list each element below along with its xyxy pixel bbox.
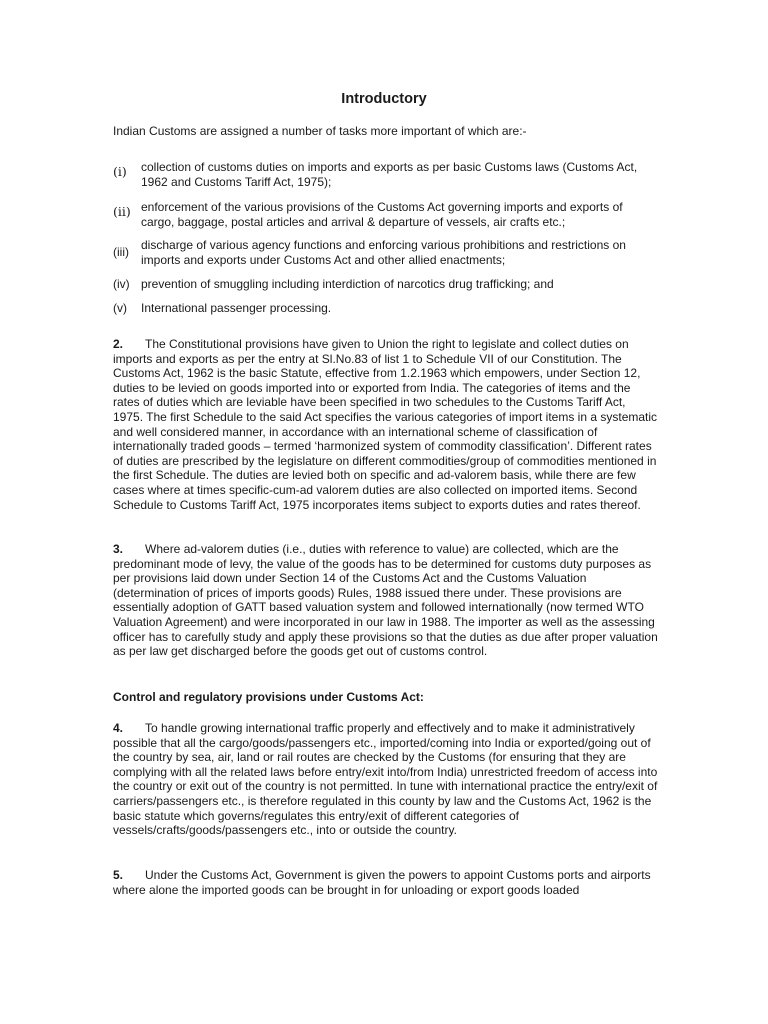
paragraph-number: 4. bbox=[113, 721, 124, 735]
list-marker: (v) bbox=[113, 301, 127, 315]
list-item bbox=[113, 301, 653, 316]
list-item bbox=[113, 277, 653, 292]
list-item-text: collection of customs duties on imports and exports as per basic Customs laws (Customs Act, 1962 and Customs Tariff Act, 1975); bbox=[141, 160, 638, 189]
list-item bbox=[113, 200, 653, 229]
list-item-text: International passenger processing. bbox=[141, 301, 332, 315]
list-item-text: enforcement of the various provisions of the Customs Act governing imports and exports of cargo, baggage, postal articles and arrival & departure of vessels, air crafts etc.; bbox=[141, 200, 623, 229]
list-marker: (iv) bbox=[113, 277, 130, 291]
list-item-text: prevention of smuggling including interdiction of narcotics drug trafficking; and bbox=[141, 277, 554, 291]
list-marker: (i) bbox=[113, 164, 127, 179]
paragraph-2 bbox=[113, 337, 658, 512]
paragraph-text: Where ad-valorem duties (i.e., duties with reference to value) are collected, which are the predominant mode of levy, the value of the goods has to be determined for customs duty purposes as per provisions laid down under Section 14 of the Customs Act and the Customs Valuation (determination of prices of imports goods) Rules, 1988 issued there under. These provisions are essentially adoption of GATT based valuation system and followed internationally (now termed WTO Valuation Agreement) and were incorporated in our law in 1988. The importer as well as the assessing officer has to carefully study and apply these provisions so that the duties as due after proper valuation as per law get discharged before the goods get out of customs control. bbox=[113, 542, 658, 659]
paragraph-number: 2. bbox=[113, 337, 124, 351]
paragraph-text: To handle growing international traffic properly and effectively and to make it administratively possible that all the cargo/goods/passengers etc., imported/coming into India or exported/going out of the country by sea, air, land or rail routes are checked by the Customs (for ensuring that they are complying with all the related laws before entry/exit into/from India) unrestricted freedom of access into the country or exit out of the country is not permitted. In tune with international practice the entry/exit of carriers/passengers etc., is therefore regulated in this county by law and the Customs Act, 1962 is the basic statute which governs/regulates this entry/exit of different categories of vessels/crafts/goods/passengers etc., into or outside the country. bbox=[113, 721, 658, 838]
paragraph-text: The Constitutional provisions have given to Union the right to legislate and collect duties on imports and exports as per the entry at Sl.No.83 of list 1 to Schedule VII of our Constitution. The Customs Act, 1962 is the basic Statute, effective from 1.2.1963 which empowers, under Section 12, duties to be levied on goods imported into or exported from India. The categories of items and the rates of duties which are leviable have been specified in two schedules to the Customs Tariff Act, 1975. The first Schedule to the said Act specifies the various categories of import items in a systematic and well considered manner, in accordance with an international scheme of classification of internationally traded goods – termed ‘harmonized system of commodity classification’. Different rates of duties are prescribed by the legislature on different commodities/group of commodities mentioned in the first Schedule. The duties are levied both on specific and ad-valorem basis, while there are few cases where at times specific-cum-ad valorem duties are also collected on imported items. Second Schedule to Customs Tariff Act, 1975 incorporates items subject to exports duties and rates thereof. bbox=[113, 337, 658, 512]
paragraph-4 bbox=[113, 721, 658, 838]
section-heading: Control and regulatory provisions under Customs Act: bbox=[113, 690, 424, 704]
list-marker: (ii) bbox=[113, 204, 131, 219]
paragraph-5 bbox=[113, 868, 658, 897]
page-title: Introductory bbox=[341, 91, 427, 107]
paragraph-3 bbox=[113, 542, 658, 659]
paragraph-number: 5. bbox=[113, 868, 124, 882]
list-marker: (iii) bbox=[113, 245, 129, 259]
paragraph-number: 3. bbox=[113, 542, 124, 556]
list-item bbox=[113, 238, 653, 267]
intro-text: Indian Customs are assigned a number of tasks more important of which are:- bbox=[113, 124, 527, 138]
list-item bbox=[113, 160, 653, 189]
paragraph-text: Under the Customs Act, Government is given the powers to appoint Customs ports and airports where alone the imported goods can be brought in for unloading or export goods loaded bbox=[113, 868, 651, 897]
list-item-text: discharge of various agency functions and enforcing various prohibitions and restrictions on imports and exports under Customs Act and other allied enactments; bbox=[141, 238, 626, 267]
